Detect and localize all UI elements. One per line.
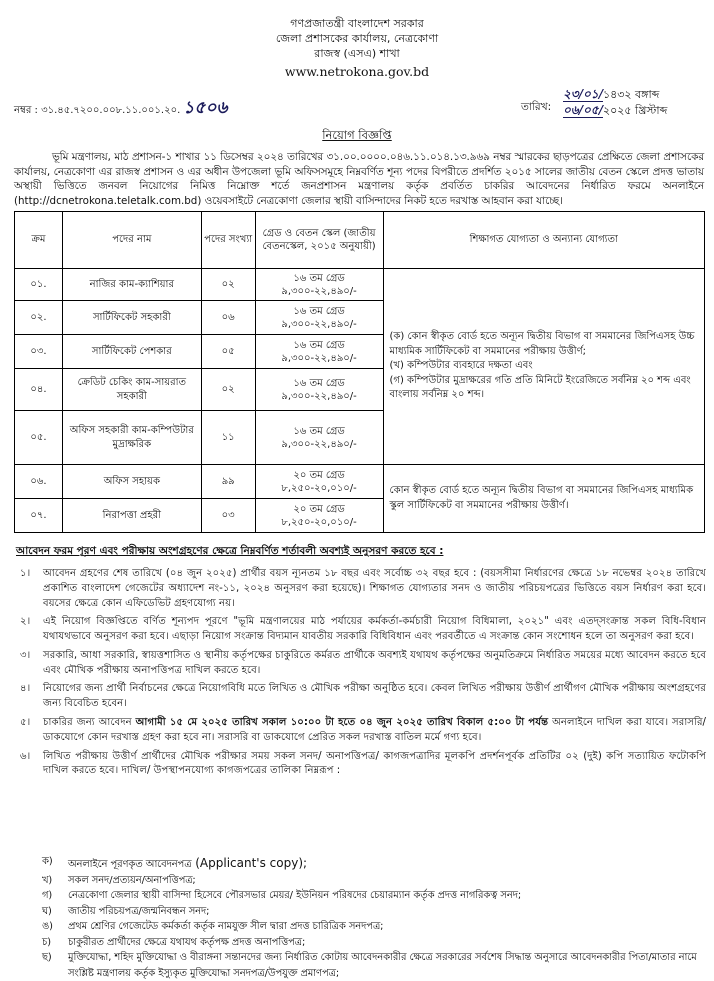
- grade-label: ২০ তম গ্রেড: [293, 469, 345, 481]
- condition-text: নিয়োগের জন্য প্রার্থী নির্বাচনের ক্ষেত্রে নিয়োগবিধি মতে লিখিত ও মৌখিক পরীক্ষা অনুষ্ঠিত হবে। কেবল লিখিত পরীক্ষায় উত্তীর্ণ প্রার্থীগণ মৌখিক পরীক্ষায় অংশগ্রহণের জন্য বিবেচিত হবেন।: [43, 683, 706, 710]
- condition-item: [20, 750, 706, 780]
- pay-scale: ৯,৩০০-২২,৪৯০/-: [281, 438, 357, 450]
- condition-item: [20, 615, 706, 645]
- row-count: ০৬: [201, 301, 255, 335]
- document-letter: ঘ): [42, 905, 52, 917]
- date-label: তারিখ:: [521, 101, 552, 113]
- condition-number: ৫।: [20, 717, 31, 729]
- condition-item: [20, 716, 706, 746]
- row-count: ৯৯: [201, 465, 255, 499]
- header-serial: ক্রম: [15, 212, 63, 269]
- table-header-row: [15, 212, 705, 269]
- row-post: সার্টিফিকেট সহকারী: [62, 301, 201, 335]
- website-url: www.netrokona.gov.bd: [284, 64, 430, 79]
- document-text: [68, 854, 706, 873]
- row-serial: ০৬.: [15, 465, 63, 499]
- row-serial: ০২.: [15, 301, 63, 335]
- row-post: অফিস সহকারী কাম-কম্পিউটার মুদ্রাক্ষরিক: [62, 411, 201, 465]
- row-serial: ০৩.: [15, 335, 63, 369]
- document-item: [42, 888, 706, 903]
- grade-label: ১৬ তম গ্রেড: [293, 377, 345, 389]
- row-grade: [255, 499, 383, 533]
- conditions-heading: আবেদন ফরম পূরণ এবং পরীক্ষায় অংশগ্রহণের ক্ষেত্রে নিম্নবর্ণিত শর্তাবলী অবশ্যই অনুসরণ করতে হবে :: [16, 545, 444, 557]
- row-count: ১১: [201, 411, 255, 465]
- row-grade: [255, 301, 383, 335]
- row-serial: ০৪.: [15, 369, 63, 411]
- notice-title: নিয়োগ বিজ্ঞপ্তি: [322, 128, 392, 142]
- section-name: রাজস্ব (এসএ) শাখা: [314, 47, 400, 60]
- conditions-list: [20, 567, 706, 783]
- document-item: [42, 935, 706, 950]
- document-text: সকল সনদ/প্রত্যয়ন/অনাপত্তিপত্র;: [68, 874, 196, 886]
- condition-item: [20, 649, 706, 679]
- qualification-item: (ক) কোন স্বীকৃত বোর্ড হতে অন্যূন দ্বিতীয় বিভাগ বা সমমানের জিপিএসহ উচ্চ মাধ্যমিক সার্টিফিকেট বা সমমানের পরীক্ষায় উত্তীর্ণ;: [389, 331, 695, 357]
- condition-text: লিখিত পরীক্ষায় উত্তীর্ণ প্রার্থীদের মৌখিক পরীক্ষার সময় সকল সনদ/ অনাপত্তিপত্র/ কাগজপত্রাদির মূলকপি প্রদর্শনপূর্বক প্রতিটির ০২ (দুই) কপি সত্যায়িত ফটোকপি দাখিল করতে হবে। দাখিল/ উপস্থাপনযোগ্য কাগজপত্রের তালিকা নিম্নরূপ :: [43, 750, 706, 777]
- grade-label: ১৬ তম গ্রেড: [293, 425, 345, 437]
- row-grade: [255, 465, 383, 499]
- qualification-item: (খ) কম্পিউটার ব্যবহারে দক্ষতা এবং: [389, 360, 533, 372]
- pay-scale: ৯,৩০০-২২,৪৯০/-: [281, 285, 357, 297]
- row-grade: [255, 335, 383, 369]
- document-text: চাকুরীরত প্রার্থীদের ক্ষেত্রে যথাযথ কর্তৃপক্ষ প্রদত্ত অনাপত্তিপত্র;: [68, 936, 306, 948]
- date-bangla-suffix: ১৪৩২ বঙ্গাব্দ: [602, 88, 660, 101]
- condition-text: [43, 716, 706, 746]
- row-post: নাজির কাম-ক্যাশিয়ার: [62, 269, 201, 301]
- condition-number: ২।: [20, 616, 31, 628]
- document-text-en: (Applicant's copy);: [191, 856, 308, 870]
- documents-list: [42, 854, 706, 981]
- memo-handwritten: ১৫০৬: [183, 98, 228, 118]
- document-letter: ঙ): [42, 921, 54, 933]
- qualification-item: (গ) কম্পিউটার মুদ্রাক্ষরের গতি প্রতি মিনিটে ইংরেজিতে সর্বনিম্ন ২০ শব্দ এবং বাংলায় সর্বনিম্ন ২০ শব্দ।: [389, 374, 691, 401]
- document-item: [42, 904, 706, 919]
- condition-number: ৬।: [20, 750, 31, 762]
- document-letter: ছ): [42, 952, 52, 964]
- row-post: সার্টিফিকেট পেশকার: [62, 335, 201, 369]
- document-letter: খ): [42, 874, 53, 886]
- row-serial: ০১.: [15, 269, 63, 301]
- document-text: নেত্রকোণা জেলার স্থায়ী বাসিন্দা হিসেবে পৌরসভার মেয়র/ ইউনিয়ন পরিষদের চেয়ারম্যান কর্তৃক প্রদত্ত নাগরিকত্ব সনদ;: [68, 890, 522, 902]
- condition-item: [20, 682, 706, 712]
- date-bangla: [563, 86, 709, 102]
- row-grade: [255, 369, 383, 411]
- row-grade: [255, 269, 383, 301]
- document-text-bn: অনলাইনে পূরণকৃত আবেদনপত্র: [68, 859, 192, 870]
- document-letter: চ): [42, 936, 52, 948]
- document-text: প্রথম শ্রেণির গেজেটেড কর্মকর্তা কর্তৃক নামযুক্ত সীল দ্বারা প্রদত্ত চারিত্রিক সনদপত্র;: [68, 921, 384, 933]
- pay-scale: ৮,২৫০-২০,০১০/-: [281, 482, 357, 494]
- condition-text: সরকারি, আধা সরকারি, স্বায়ত্তশাসিত ও স্থানীয় কর্তৃপক্ষের চাকুরিতে কর্মরত প্রার্থীকে অবশ্যই যথাযথ কর্তৃপক্ষের অনুমতিক্রমে নির্ধারিত সময়ের মধ্যে আবেদন করতে হবে এবং মৌখিক পরীক্ষায় অনাপত্তিপত্র দাখিল করতে হবে।: [43, 649, 706, 676]
- document-item: [42, 919, 706, 934]
- table-row: [15, 269, 705, 301]
- row-post: ক্রেডিট চেকিং কাম-সায়রাত সহকারী: [62, 369, 201, 411]
- condition-item: [20, 567, 706, 611]
- grade-label: ১৬ তম গ্রেড: [293, 272, 345, 284]
- date-gregorian-suffix: ২০২৫ খ্রিস্টাব্দ: [602, 104, 668, 117]
- row-post: নিরাপত্তা প্রহরী: [62, 499, 201, 533]
- memo-number: [14, 97, 227, 120]
- condition-text: এই নিয়োগ বিজ্ঞপ্তিতে বর্ণিত শূন্যপদ পূরণে "ভূমি মন্ত্রণালয়ের মাঠ পর্যায়ের কর্মকর্তা-কর্মচারী নিয়োগ বিধিমালা, ২০২১" এবং এতদ্সংক্রান্ত সকল বিধি-বিধান যথাযথভাবে অনুসরণ করা হবে। এছাড়া নিয়োগ সংক্রান্ত বিদ্যমান যাবতীয় সরকারি বিধিবিধান এবং পরবর্তীতে এ সংক্রান্ত কোন সংশোধন হলে তা অনুসরণ করা হবে।: [43, 616, 706, 643]
- row-count: ০২: [201, 269, 255, 301]
- row-serial: ০৭.: [15, 499, 63, 533]
- date-gregorian-handwritten: ০৬/০৫/: [563, 103, 603, 117]
- intro-paragraph: ভূমি মন্ত্রণালয়, মাঠ প্রশাসন-১ শাখার ১১ ডিসেম্বর ২০২৪ তারিখের ৩১.০০.০০০০.০৪৬.১১.০১৪.১৩.৯৬৯ নম্বর স্মারকের ছাড়পত্রের প্রেক্ষিতে জেলা প্রশাসকের কার্যালয়, নেত্রকোণা এর রাজস্ব প্রশাসন ও এর অধীন উপজেলা ভূমি অফিসসমূহে নিম্নবর্ণিত শূন্য পদের বিপরীতে প্রদর্শিত ২০১৫ সালের জাতীয় বেতন স্কেলে প্রদত্ত ভাতায় অস্থায়ী ভিত্তিতে জনবল নিয়োগের নিমিত্ত নিম্নোক্ত শর্তে জনপ্রশাসন মন্ত্রণালয় কর্তৃক প্রবর্তিত চাকরির আবেদনের নির্ধারিত ফরমে অনলাইনে (http://dcnetrokona.teletalk.com.bd) ওয়েবসাইটে নেত্রকোণা জেলার স্থায়ী বাসিন্দাদের নিকট হতে দরখাস্ত আহবান করা যাচ্ছে।: [14, 151, 705, 207]
- document-item: [42, 854, 706, 873]
- govt-name: গণপ্রজাতন্ত্রী বাংলাদেশ সরকার: [290, 17, 424, 30]
- pay-scale: ৯,৩০০-২২,৪৯০/-: [281, 318, 357, 330]
- pay-scale: ৮,২৫০-২০,০১০/-: [281, 516, 357, 528]
- grade-label: ২০ তম গ্রেড: [293, 503, 345, 515]
- document-item: [42, 873, 706, 888]
- header-grade: গ্রেড ও বেতন স্কেল (জাতীয় বেতনস্কেল, ২০১৫ অনুযায়ী): [255, 212, 383, 269]
- qualification-group-1: [383, 269, 704, 465]
- document-text: মুক্তিযোদ্ধা, শহিদ মুক্তিযোদ্ধা ও বীরাঙ্গনা সন্তানদের জন্য নির্ধারিত কোটায় আবেদনকারীর ক্ষেত্রে সরকারের সর্বশেষ সিদ্ধান্ত অনুসারে আবেদনকারীর পিতা/মাতার নামে সংশ্লিষ্ট মন্ত্রণালয় কর্তৃক ইস্যুকৃত মুক্তিযোদ্ধা সনদপত্র/উপযুক্ত প্রমাণপত্র;: [68, 952, 697, 979]
- condition-number: ৩।: [20, 649, 31, 661]
- qualification-group-2: কোন স্বীকৃত বোর্ড হতে অন্যূন দ্বিতীয় বিভাগ বা সমমানের জিপিএসহ মাধ্যমিক স্কুল সার্টিফিকেট বা সমমানের পরীক্ষায় উত্তীর্ণ।: [383, 465, 704, 533]
- condition-number: ১।: [20, 568, 31, 579]
- date-gregorian: [563, 102, 709, 118]
- grade-label: ১৬ তম গ্রেড: [293, 305, 345, 317]
- condition-number: ৪।: [20, 683, 31, 695]
- header-qualification: শিক্ষাগত যোগ্যতা ও অন্যান্য যোগ্যতা: [383, 212, 704, 269]
- pay-scale: ৯,৩০০-২২,৪৯০/-: [281, 390, 357, 402]
- row-serial: ০৫.: [15, 411, 63, 465]
- condition-text-post: অনলাইনে দাখিল করা যাবে। সরাসরি/ ডাকযোগে কোন দরখাস্ত গ্রহণ করা হবে না। সরাসরি বা ডাকযোগে প্রেরিত সকল দরখাস্ত বাতিল মর্মে গণ্য হবে।: [43, 717, 706, 743]
- grade-label: ১৬ তম গ্রেড: [293, 339, 345, 351]
- row-count: ০২: [201, 369, 255, 411]
- pay-scale: ৯,৩০০-২২,৪৯০/-: [281, 352, 357, 364]
- header-count: পদের সংখ্যা: [201, 212, 255, 269]
- memo-label: নম্বর : ৩১.৪৫.৭২০০.০০৮.১১.০০১.২০.: [14, 105, 181, 116]
- row-count: ০৩: [201, 499, 255, 533]
- row-post: অফিস সহায়ক: [62, 465, 201, 499]
- row-count: ০৫: [201, 335, 255, 369]
- date-bangla-handwritten: ২৩/০১/: [563, 87, 603, 101]
- document-letter: গ): [42, 890, 53, 902]
- condition-text-pre: চাকরির জন্য আবেদন: [43, 717, 136, 729]
- document-item: [42, 950, 706, 981]
- application-deadline: আগামী ১৫ মে ২০২৫ তারিখ সকাল ১০:০০ টা হতে ০৪ জুন ২০২৫ তারিখ বিকাল ৫:০০ টা পর্যন্ত: [135, 717, 549, 729]
- vacancy-table: [14, 211, 705, 533]
- table-row: [15, 465, 705, 499]
- condition-text: আবেদন গ্রহণের শেষ তারিখে (০৪ জুন ২০২৫) প্রার্থীর বয়স ন্যূনতম ১৮ বছর এবং সর্বোচ্চ ৩২ বছর হবে : (বয়সসীমা নির্ধারণের ক্ষেত্রে ১৮ নভেম্বর ২০২৪ তারিখে প্রকাশিত বাংলাদেশ গেজেটের অধ্যাদেশ নং-১১, ২০২৪ অনুসরণ করা হয়েছে)। শিক্ষাগত যোগ্যতার সনদ ও জাতীয় পরিচয়পত্রের ভিত্তিতে বয়স নির্ধারণ করা হবে। বয়সের ক্ষেত্রে কোন এফিডেভিট গ্রহণযোগ্য নয়।: [43, 568, 706, 609]
- office-name: জেলা প্রশাসকের কার্যালয়, নেত্রকোণা: [275, 32, 439, 45]
- document-text: জাতীয় পরিচয়পত্র/জন্মনিবন্ধন সনদ;: [68, 905, 210, 917]
- header-post: পদের নাম: [62, 212, 201, 269]
- document-letter: ক): [42, 856, 53, 867]
- date-block: [563, 86, 709, 118]
- row-grade: [255, 411, 383, 465]
